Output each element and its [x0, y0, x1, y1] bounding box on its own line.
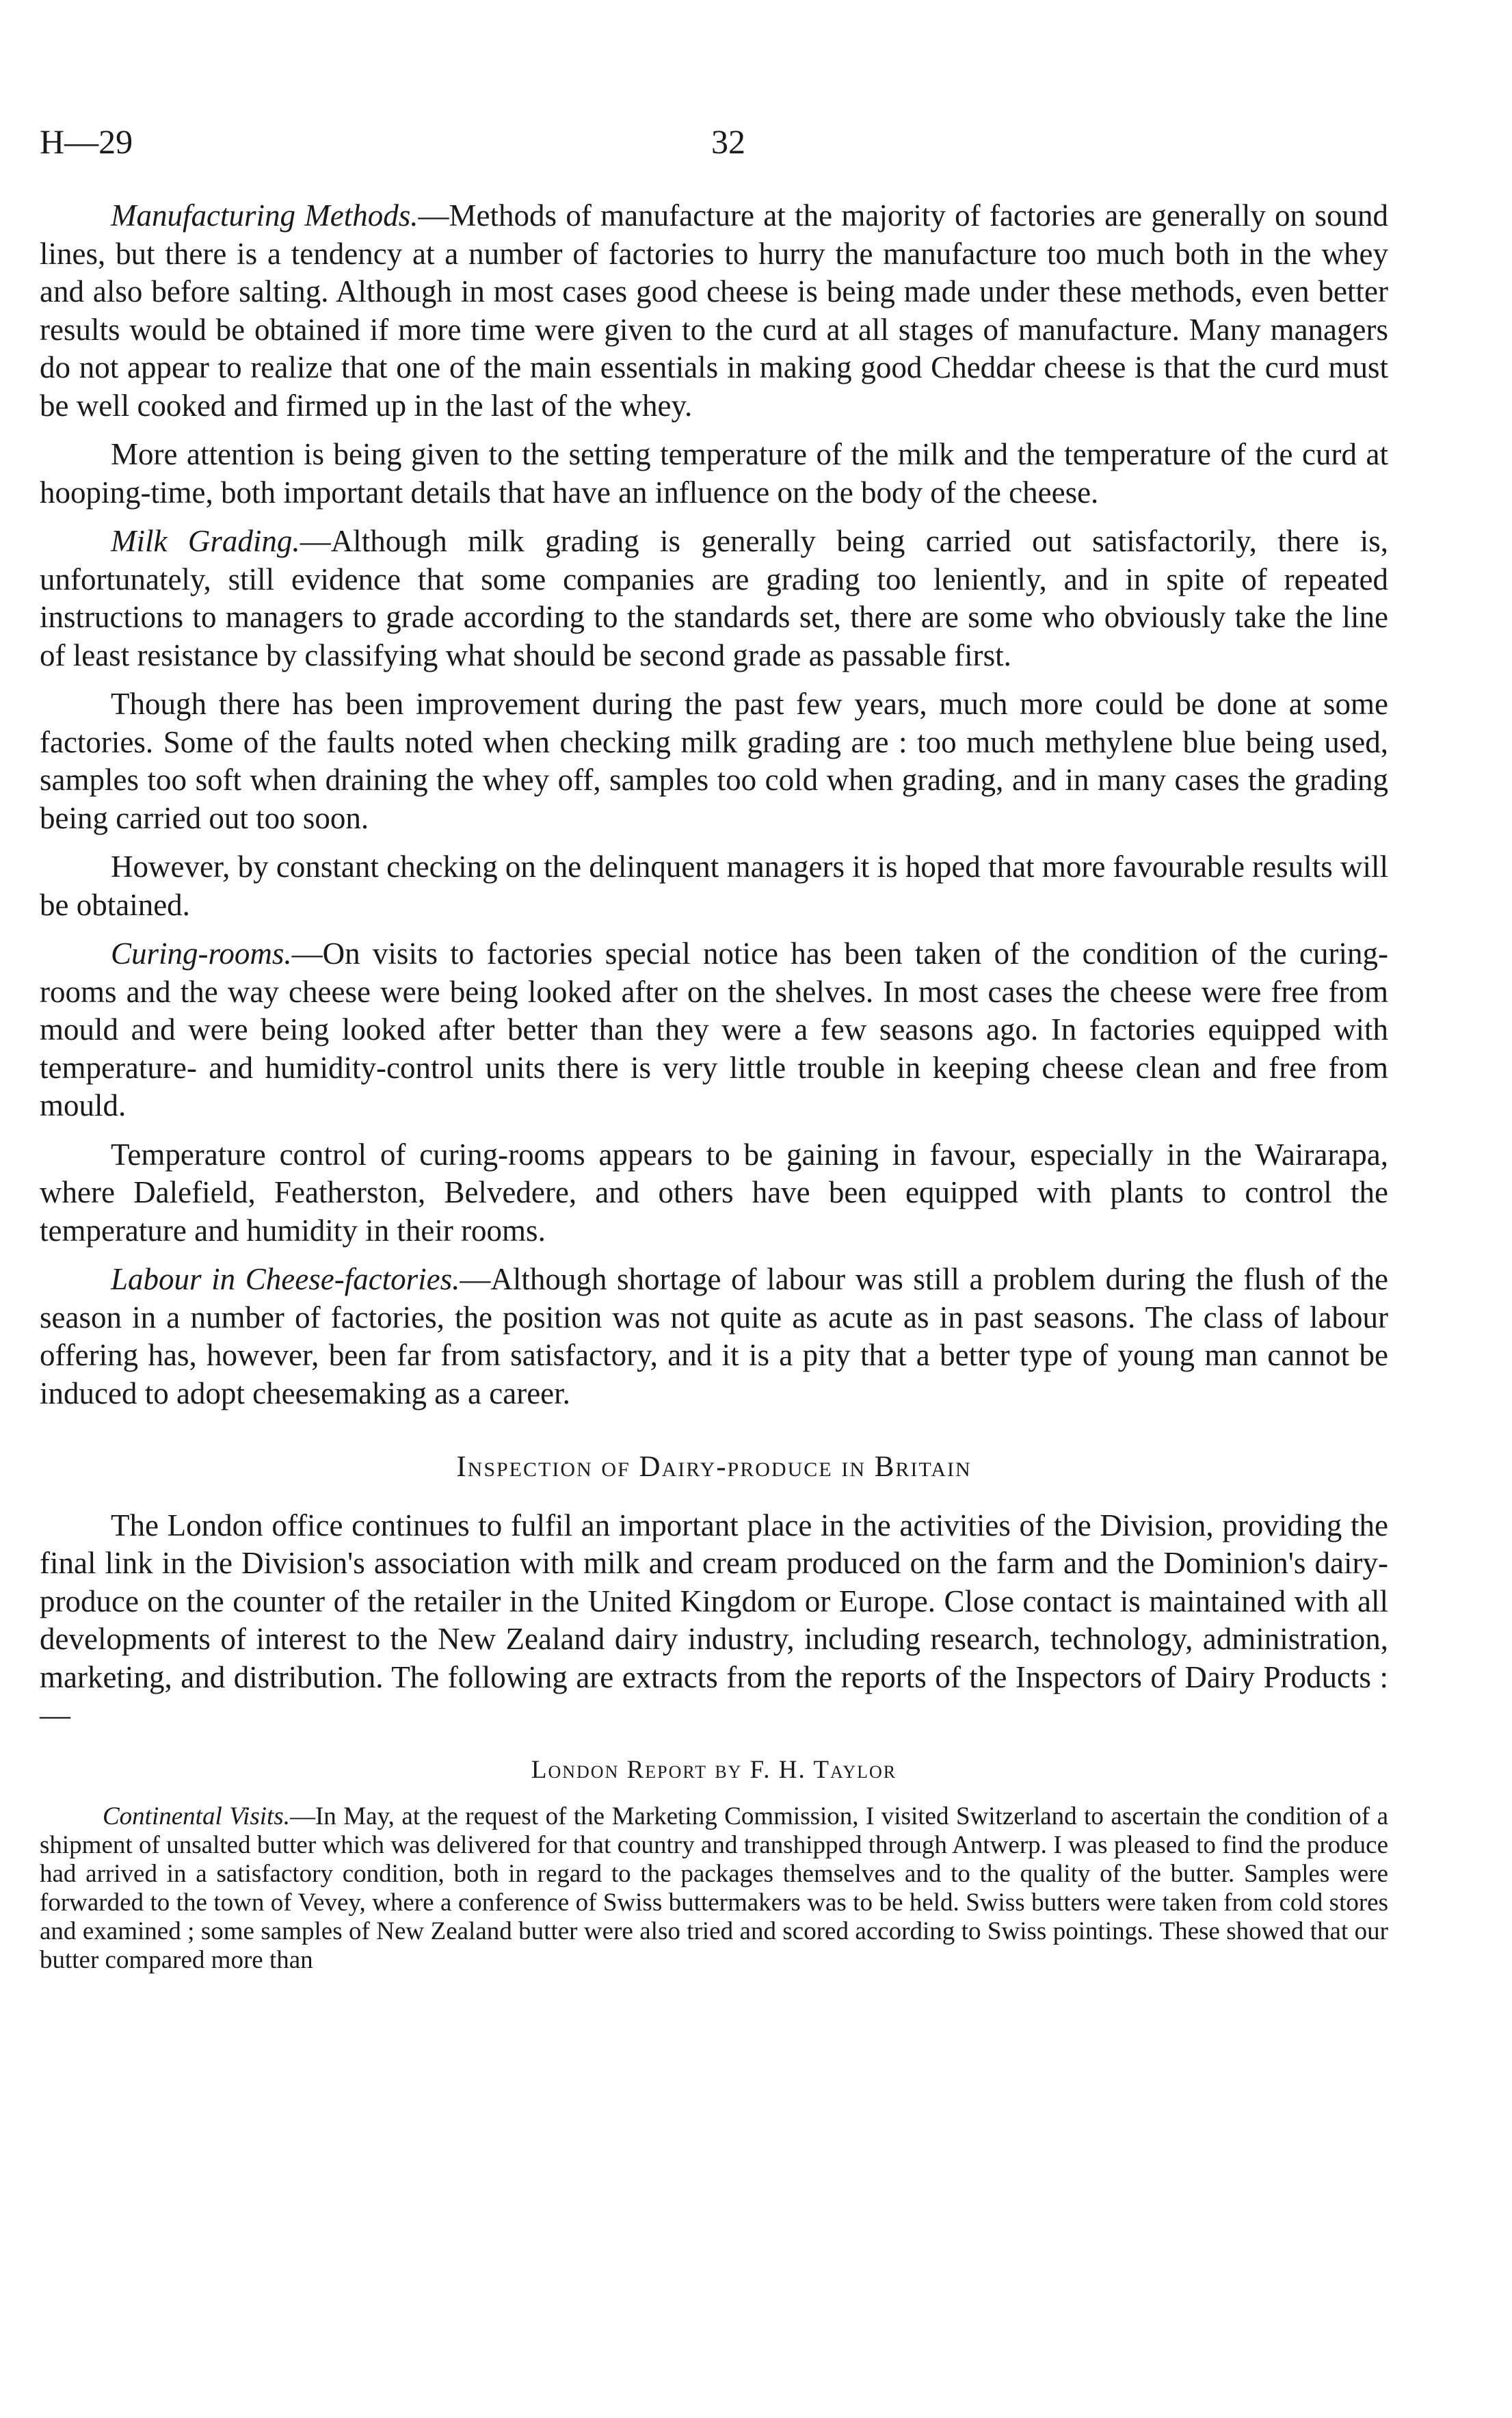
run-in-heading-continental-visits: Continental Visits.	[103, 1802, 290, 1830]
paragraph-temperature-control: Temperature control of curing-rooms appears to be gaining in favour, especially in the Wairarapa, where Dalefield, Featherston, Belvedere, and others have been equipped with plants to control the temperature and humidity in their rooms.	[40, 1137, 1388, 1248]
document-body	[40, 197, 1388, 1975]
paragraph-grading-faults: Though there has been improvement during the past few years, much more could be done at some factories. Some of the faults noted when checking milk grading are : too much methylene blue being used, samples too soft when draining the whey off, samples too cold when grading, and in many cases the grading being carried out too soon.	[40, 687, 1388, 835]
london-report-text	[40, 1802, 1388, 1975]
paragraph-labour	[40, 1261, 1388, 1412]
paragraph-text: —Although shortage of labour was still a problem during the flush of the season in a number of factories, the position was not quite as acute as in past seasons. The class of labour offering has, however, been far from satisfactory, and it is a pity that a better type of young man cannot be induced to adopt cheesemaking as a career.	[40, 1262, 1388, 1410]
paragraph-setting-temperature: More attention is being given to the setting temperature of the milk and the temperature of the curd at hooping-time, both important details that have an influence on the body of the cheese.	[40, 437, 1388, 510]
paragraph-manufacturing-methods	[40, 197, 1388, 425]
paragraph-text: —Methods of manufacture at the majority of factories are generally on sound lines, but there is a tendency at a number of factories to hurry the manufacture too much both in the whey and also before salting. Although in most cases good cheese is being made under these methods, even better results would be obtained if more time were given to the curd at all stages of manufacture. Many managers do not appear to realize that one of the main essentials in making good Cheddar cheese is that the curd must be well cooked and firmed up in the last of the whey.	[40, 198, 1388, 423]
paragraph-curing-rooms	[40, 935, 1388, 1125]
paragraph-text: —Although milk grading is generally being carried out satisfactorily, there is, unfortunately, still evidence that some companies are grading too leniently, and in spite of repeated instructions to managers to grade according to the standards set, there are some who obviously take the line of least resistance by classifying what should be second grade as passable first.	[40, 524, 1388, 672]
sub-heading-london-report: London Report by F. H. Taylor	[531, 1755, 897, 1784]
paragraph-milk-grading	[40, 523, 1388, 674]
page-number: 32	[711, 122, 745, 161]
paragraph-london-office: The London office continues to fulfil an important place in the activities of the Division, providing the final link in the Division's association with milk and cream produced on the farm and the Dominion's dairy-produce on the counter of the retailer in the United Kingdom or Europe. Close contact is maintained with all developments of interest to the New Zealand dairy industry, including research, technology, administration, marketing, and distribution. The following are extracts from the reports of the Inspectors of Dairy Products :—	[40, 1508, 1388, 1732]
paragraph-delinquent-managers: However, by constant checking on the delinquent managers it is hoped that more favourable results will be obtained.	[40, 850, 1388, 922]
section-heading-inspection: Inspection of Dairy-produce in Britain	[456, 1451, 972, 1483]
document-reference: H—29	[40, 122, 133, 161]
paragraph-text: —On visits to factories special notice has been taken of the condition of the curing-rooms and the way cheese were being looked after on the shelves. In most cases the cheese were free from mould and were being looked after better than they were a few seasons ago. In factories equipped with temperature- and humidity-control units there is very little trouble in keeping cheese clean and free from mould.	[40, 936, 1388, 1122]
run-in-heading-curing-rooms: Curing-rooms.	[111, 936, 292, 971]
run-in-heading-labour: Labour in Cheese-factories.	[111, 1262, 460, 1296]
paragraph-text: —In May, at the request of the Marketing Commission, I visited Switzerland to ascertain the condition of a shipment of unsalted butter which was delivered for that country and transhipped through Antwerp. I was pleased to find the produce had arrived in a satisfactory condition, both in regard to the packages themselves and to the quality of the butter. Samples were forwarded to the town of Vevey, where a conference of Swiss buttermakers was to be held. Swiss butters were taken from cold stores and examined ; some samples of New Zealand butter were also tried and scored according to Swiss pointings. These showed that our butter compared more than	[40, 1802, 1388, 1974]
page-header	[40, 122, 1394, 170]
run-in-heading-manufacturing: Manufacturing Methods.	[111, 198, 419, 233]
paragraph-continental-visits	[40, 1802, 1388, 1975]
run-in-heading-milk-grading: Milk Grading.	[111, 524, 300, 558]
